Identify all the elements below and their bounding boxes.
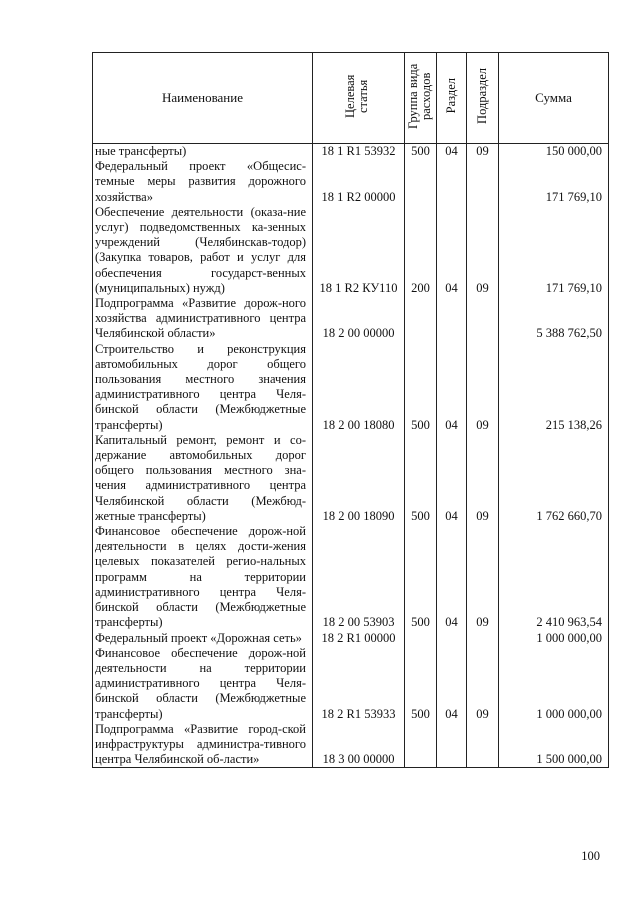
header-expense-group <box>405 53 437 144</box>
row-name: Обеспечение деятельности (оказа-ние услуг) подведомственных ка-зенных учреждений (Челябинскав-тодор) (Закупка товаров, работ и услуг для обеспечения государст-венных (муниципальных) нужд) <box>93 205 313 296</box>
row-expense-group <box>405 159 437 205</box>
row-subsection <box>467 296 499 342</box>
row-subsection: 09 <box>467 144 499 160</box>
table-row <box>93 631 609 646</box>
table-row <box>93 144 609 160</box>
row-sum: 215 138,26 <box>499 342 609 433</box>
row-name: Строительство и реконструкция автомобильных дорог общего пользования местного значения административного центра Челя-бинской области (Межбюджетные трансферты) <box>93 342 313 433</box>
table-body <box>93 144 609 768</box>
row-section <box>437 722 467 768</box>
row-subsection: 09 <box>467 433 499 524</box>
row-section: 04 <box>437 342 467 433</box>
header-subsection <box>467 53 499 144</box>
row-section: 04 <box>437 646 467 722</box>
row-target-article: 18 2 00 00000 <box>313 296 405 342</box>
row-section: 04 <box>437 524 467 630</box>
row-section <box>437 296 467 342</box>
table-row <box>93 524 609 630</box>
row-expense-group: 500 <box>405 646 437 722</box>
row-section <box>437 159 467 205</box>
header-target-article <box>313 53 405 144</box>
header-subsection-text: Подраздел <box>475 67 489 124</box>
row-target-article: 18 2 R1 00000 <box>313 631 405 646</box>
row-subsection <box>467 631 499 646</box>
row-sum: 2 410 963,54 <box>499 524 609 630</box>
page-number: 100 <box>581 849 600 863</box>
row-name: Капитальный ремонт, ремонт и со-держание автомобильных дорог общего пользования местного зна-чения административного центра Челябинской области (Межбюд-жетные трансферты) <box>93 433 313 524</box>
table-row <box>93 722 609 768</box>
row-sum: 1 762 660,70 <box>499 433 609 524</box>
row-subsection: 09 <box>467 646 499 722</box>
row-sum: 1 000 000,00 <box>499 646 609 722</box>
row-section <box>437 631 467 646</box>
row-subsection <box>467 722 499 768</box>
row-name: Финансовое обеспечение дорож-ной деятельности на территории административного центра Челя-бинской области (Межбюджетные трансферты) <box>93 646 313 722</box>
row-section: 04 <box>437 205 467 296</box>
row-target-article: 18 1 R1 53932 <box>313 144 405 160</box>
row-subsection: 09 <box>467 205 499 296</box>
row-expense-group <box>405 722 437 768</box>
header-section-text: Раздел <box>444 78 458 114</box>
row-target-article: 18 2 00 53903 <box>313 524 405 630</box>
row-name: Федеральный проект «Дорожная сеть» <box>93 631 313 646</box>
header-name: Наименование <box>93 53 313 144</box>
row-target-article: 18 3 00 00000 <box>313 722 405 768</box>
row-sum: 171 769,10 <box>499 205 609 296</box>
row-expense-group <box>405 631 437 646</box>
row-name: ные трансферты) <box>93 144 313 160</box>
row-sum: 171 769,10 <box>499 159 609 205</box>
table-row <box>93 646 609 722</box>
row-expense-group <box>405 296 437 342</box>
header-group-text: Группа вида расходов <box>405 63 433 129</box>
row-target-article: 18 2 00 18090 <box>313 433 405 524</box>
row-sum: 150 000,00 <box>499 144 609 160</box>
row-expense-group: 500 <box>405 433 437 524</box>
budget-table <box>92 52 609 768</box>
row-target-article: 18 2 R1 53933 <box>313 646 405 722</box>
row-sum: 5 388 762,50 <box>499 296 609 342</box>
row-name: Федеральный проект «Общесис-темные меры развития дорожного хозяйства» <box>93 159 313 205</box>
row-target-article: 18 1 R2 КУ110 <box>313 205 405 296</box>
row-target-article: 18 1 R2 00000 <box>313 159 405 205</box>
row-expense-group: 200 <box>405 205 437 296</box>
row-section: 04 <box>437 144 467 160</box>
header-sum: Сумма <box>499 53 609 144</box>
row-name: Подпрограмма «Развитие дорож-ного хозяйства административного центра Челябинской области» <box>93 296 313 342</box>
row-subsection: 09 <box>467 342 499 433</box>
row-expense-group: 500 <box>405 524 437 630</box>
table-row <box>93 433 609 524</box>
row-sum: 1 000 000,00 <box>499 631 609 646</box>
row-subsection: 09 <box>467 524 499 630</box>
row-name: Подпрограмма «Развитие город-ской инфраструктуры администра-тивного центра Челябинской об-ласти» <box>93 722 313 768</box>
header-target-text: Целевая статья <box>342 74 370 118</box>
row-name: Финансовое обеспечение дорож-ной деятельности в целях дости-жения целевых показателей регио-нальных программ на территории административного центра Челя-бинской области (Межбюджетные трансферты) <box>93 524 313 630</box>
row-section: 04 <box>437 433 467 524</box>
table-header-row <box>93 53 609 144</box>
row-expense-group: 500 <box>405 144 437 160</box>
table-row <box>93 342 609 433</box>
table-row <box>93 205 609 296</box>
row-sum: 1 500 000,00 <box>499 722 609 768</box>
row-expense-group: 500 <box>405 342 437 433</box>
table-row <box>93 296 609 342</box>
row-subsection <box>467 159 499 205</box>
table-row <box>93 159 609 205</box>
header-section <box>437 53 467 144</box>
row-target-article: 18 2 00 18080 <box>313 342 405 433</box>
